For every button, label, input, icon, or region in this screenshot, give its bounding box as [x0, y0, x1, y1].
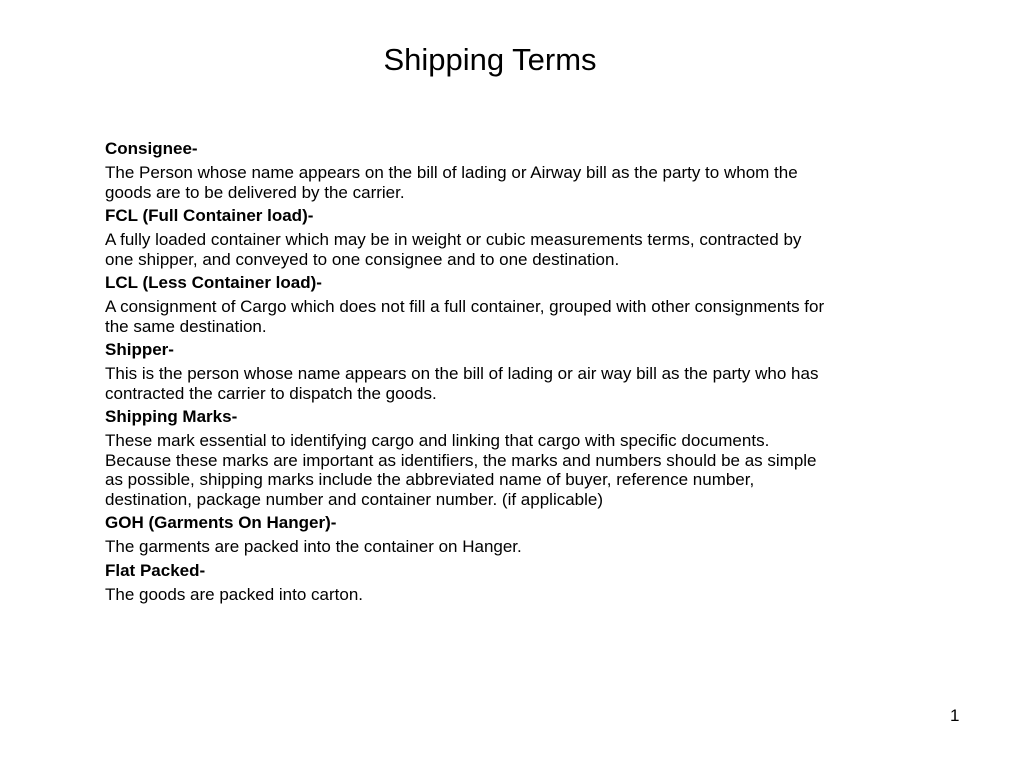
definition-line: The goods are packed into carton. — [105, 584, 363, 604]
term-heading: Shipper- — [105, 340, 174, 359]
definition-line: A consignment of Cargo which does not fill a full container, grouped with other consignments for — [105, 297, 825, 316]
term-entry — [105, 513, 985, 557]
term-heading: Shipping Marks- — [105, 407, 238, 426]
definition-line: A fully loaded container which may be in weight or cubic measurements terms, contracted by — [105, 230, 802, 249]
term-heading: FCL (Full Container load)- — [105, 206, 314, 225]
definition-line: one shipper, and conveyed to one consignee and to one destination. — [105, 249, 620, 269]
term-entry — [105, 340, 985, 403]
term-heading: GOH (Garments On Hanger)- — [105, 513, 337, 532]
term-heading: Consignee- — [105, 139, 198, 158]
term-definition — [105, 230, 985, 269]
term-definition — [105, 537, 985, 557]
definition-line: the same destination. — [105, 316, 267, 336]
page-number: 1 — [950, 706, 960, 725]
term-heading: Flat Packed- — [105, 560, 206, 580]
terms-list — [105, 139, 985, 608]
slide-title: Shipping Terms — [383, 42, 597, 77]
definition-line: These mark essential to identifying cargo and linking that cargo with specific documents. — [105, 431, 770, 450]
term-definition — [105, 297, 985, 336]
definition-line: This is the person whose name appears on the bill of lading or air way bill as the party who has — [105, 364, 819, 383]
term-entry — [105, 407, 985, 509]
definition-line: goods are to be delivered by the carrier. — [105, 182, 405, 202]
term-definition — [105, 431, 985, 509]
term-definition — [105, 585, 985, 605]
definition-line: contracted the carrier to dispatch the goods. — [105, 383, 437, 403]
term-entry — [105, 273, 985, 336]
definition-line: Because these marks are important as identifiers, the marks and numbers should be as simple — [105, 450, 817, 470]
definition-line: The Person whose name appears on the bill of lading or Airway bill as the party to whom the — [105, 163, 798, 182]
definition-line: The garments are packed into the container on Hanger. — [105, 537, 522, 556]
term-entry — [105, 139, 985, 202]
term-entry — [105, 561, 985, 605]
term-entry — [105, 206, 985, 269]
term-definition — [105, 364, 985, 403]
term-heading: LCL (Less Container load)- — [105, 273, 322, 292]
term-definition — [105, 163, 985, 202]
definition-line: as possible, shipping marks include the abbreviated name of buyer, reference number, — [105, 470, 755, 489]
definition-line: destination, package number and container number. (if applicable) — [105, 489, 604, 509]
